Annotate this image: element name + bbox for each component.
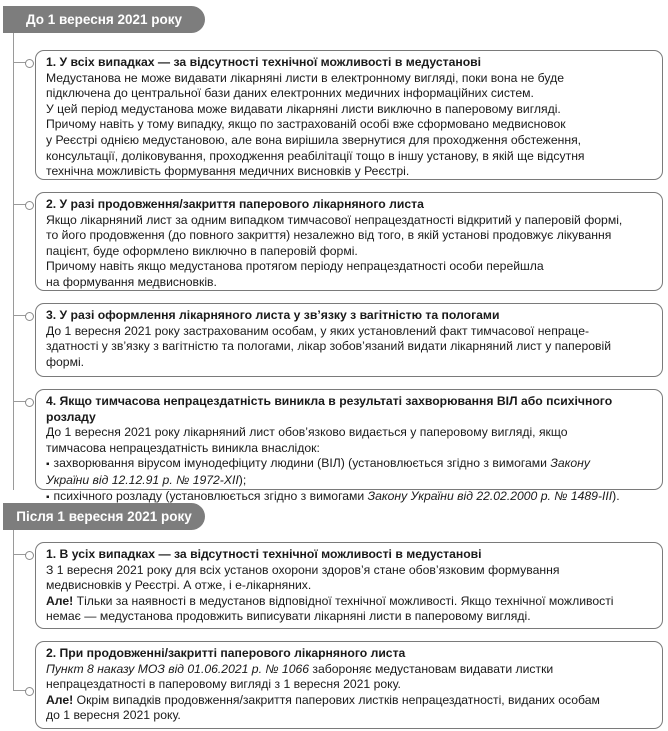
card-line: то його продовження (до повного закриття) незалежно від того, в якій установі продовжує лікування — [46, 228, 612, 243]
connector-dot — [13, 204, 31, 205]
card-line: підключена до центральної бази даних електронних медичних інформаційних систем. — [46, 86, 534, 101]
connector-dot — [13, 315, 31, 316]
card-line: медвисновків у Реєстрі. А отже, і е-лікарняних. — [46, 578, 312, 593]
card-line: У цей період медустанова може видавати лікарняні листи виключно в паперовому вигляді. — [46, 101, 561, 116]
card-line: До 1 вересня 2021 року застрахованим особам, у яких установлений факт тимчасової непраце- — [46, 323, 590, 338]
card-note: Але! Окрім випадків продовження/закриття паперових листків непрацездатності, виданих особам — [46, 692, 600, 707]
card-line: здатності у зв’язку з вагітністю та пологами, лікар зобов’язаний видати лікарняний лист у паперовій — [46, 339, 612, 354]
section-header-after: Після 1 вересня 2021 року — [3, 503, 205, 530]
card-before-4 — [35, 389, 663, 503]
card-line: формі. — [46, 354, 85, 369]
bullet-item: ▪ захворювання вірусом імунодефіциту людини (ВІЛ) (установлюється згідно з вимогами Закону — [46, 456, 652, 473]
card-title: 2. У разі продовження/закриття паперового лікарняного листа — [46, 197, 424, 211]
card-title: 4. Якщо тимчасова непрацездатність виникла в результаті захворювання ВІЛ або психічного розладу — [46, 394, 613, 424]
card-line: у Реєстрі однією медустановою, але вона вирішила звернутися для проходження обстеження, — [46, 132, 582, 147]
card-line: Медустанова не може видавати лікарняні листи в електронному вигляді, поки вона не буде — [46, 70, 564, 85]
card-line: Пункт 8 наказу МОЗ від 01.06.2021 р. № 1066 забороняє медустановам видавати листки — [46, 661, 554, 676]
card-line: пацієнт, буде оформлено виключно в паперовій формі. — [46, 243, 358, 258]
connector-dot — [13, 690, 31, 691]
card-before-1 — [35, 50, 663, 180]
card-before-3 — [35, 303, 663, 377]
card-after-2 — [35, 641, 663, 729]
bullet-item-cont: України від 12.12.91 р. № 1972-XII); — [46, 472, 247, 487]
card-line: на формування медвисновків. — [46, 274, 217, 289]
card-line: технічна можливість формування медичних висновків у Реєстрі. — [46, 164, 410, 179]
connector-dot — [13, 401, 31, 402]
card-line: до 1 вересня 2021 року. — [46, 708, 181, 723]
card-note: Але! Тільки за наявності в медустанов відповідної технічної можливості. Якщо технічної можливості — [46, 593, 614, 608]
section-header-before: До 1 вересня 2021 року — [3, 6, 205, 33]
card-title: 2. При продовженні/закритті паперового лікарняного листа — [46, 646, 406, 660]
card-title: 3. У разі оформлення лікарняного листа у зв’язку з вагітністю та пологами — [46, 308, 500, 322]
card-title: 1. В усіх випадках — за відсутності технічної можливості в медустанові — [46, 547, 482, 561]
timeline-line-before — [13, 33, 14, 490]
card-line: З 1 вересня 2021 року для всіх установ охорони здоров’я стане обов’язковим формування — [46, 562, 560, 577]
card-line: До 1 вересня 2021 року лікарняний лист обов’язково видається у паперовому вигляді, якщо — [46, 425, 568, 440]
card-before-2 — [35, 192, 663, 291]
card-line: непрацездатності в паперовому вигляді з 1 вересня 2021 року. — [46, 677, 401, 692]
card-line: немає — медустанова продовжить виписувати лікарняні листи в паперовому вигляді. — [46, 609, 531, 624]
card-line: консультації, доліковування, проходження реабілітації тощо в іншу установу, в якій ще відсутня — [46, 148, 585, 163]
connector-dot — [13, 62, 31, 63]
bullet-item: ▪ психічного розладу (установлюється згідно з вимогами Закону України від 22.02.2000 р. № 1489-III). — [46, 489, 652, 506]
card-line: Причому навіть якщо медустанова протягом періоду непрацездатності особи перейшла — [46, 259, 544, 274]
card-line: Якщо лікарняний лист за одним випадком тимчасової непрацездатності відкритий у паперовій формі, — [46, 212, 623, 227]
card-title: 1. У всіх випадках — за відсутності технічної можливості в медустанові — [46, 55, 482, 69]
card-line: Причому навіть у тому випадку, якщо по застрахованій особі вже сформовано медвисновок — [46, 117, 566, 132]
card-line: тимчасова непрацездатність виникла внаслідок: — [46, 440, 320, 455]
connector-dot — [13, 554, 31, 555]
card-after-1 — [35, 542, 663, 629]
